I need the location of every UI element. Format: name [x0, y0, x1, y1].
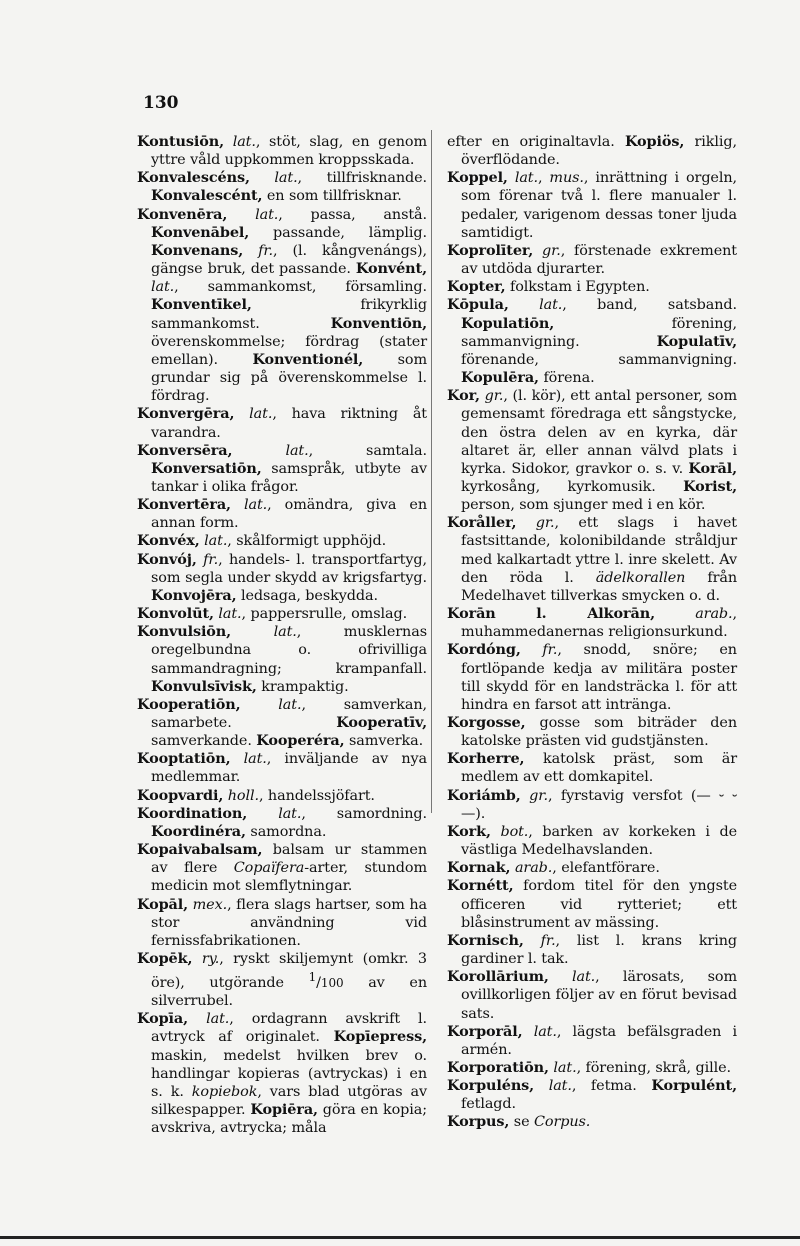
dictionary-entry: Korpuléns, lat., fetma. Korpulént, fetlagd.	[447, 1077, 737, 1113]
dictionary-entry: Korporāl, lat., lägsta befälsgraden i armén.	[447, 1022, 737, 1058]
left-column	[137, 133, 427, 1137]
dictionary-entry: Kornétt, fordom titel för den yngste officeren vid rytteriet; ett blåsinstrument av mässing.	[447, 877, 737, 931]
column-divider	[431, 130, 432, 813]
dictionary-entry: Kornisch, fr., list l. krans kring gardiner l. tak.	[447, 931, 737, 968]
dictionary-entry: Korān l. Alkorān, arab., muhammedanernas religionsurkund.	[447, 605, 737, 641]
dictionary-entry: Konvenēra, lat., passa, anstå. Konvenābel, passande, lämplig. Konvenans, fr., (l. kångvenángs), gängse bruk, det passande. Konvént, lat., sammankomst, församling. Konventīkel, frikyrklig sammankomst. Konventiōn, överenskommelse; fördrag (stater emellan). Konventionél, som grundar sig på överenskommelse l. fördrag.	[137, 205, 427, 405]
dictionary-entry: Koordination, lat., samordning. Koordinéra, samordna.	[137, 804, 427, 840]
dictionary-entry: Koppel, lat., mus., inrättning i orgeln, som förenar två l. flere manualer l. pedaler, varigenom dessas toner ljuda samtidigt.	[447, 169, 737, 241]
dictionary-entry: Kornak, arab., elefantförare.	[447, 859, 660, 877]
dictionary-entry: Kork, bot., barken av korkeken i de västliga Medelhavslanden.	[447, 822, 737, 859]
dictionary-entry: Kopēk, ry., ryskt skiljemynt (omkr. 3 öre), utgörande $^1$/100 av en silverrubel.	[137, 950, 427, 1010]
dictionary-entry: Kontusiōn, lat., stöt, slag, en genom yttre våld uppkommen kroppsskada.	[137, 133, 427, 169]
dictionary-entry: Kopāl, mex., flera slags hartser, som ha stor användning vid fernissfabrikationen.	[137, 895, 427, 949]
dictionary-entry: Korpus, se Corpus.	[447, 1113, 591, 1131]
dictionary-entry: Konvertēra, lat., omändra, giva en annan form.	[137, 496, 427, 532]
dictionary-entry: efter en originaltavla. Kopiös, riklig, överflödande.	[447, 133, 738, 169]
dictionary-entry: Konvéx, lat., skålformigt upphöjd.	[137, 532, 387, 550]
page-number: 130	[143, 93, 179, 113]
dictionary-entry: Kopaivabalsam, balsam ur stammen av flere Copaïfera-arter, stundom medicin mot slemflytningar.	[137, 841, 427, 895]
dictionary-entry: Korherre, katolsk präst, som är medlem av ett domkapitel.	[447, 750, 737, 786]
dictionary-entry: Kopter, folkstam i Egypten.	[447, 278, 650, 296]
dictionary-entry: Kopīa, lat., ordagrann avskrift l. avtryck af originalet. Kopīepress, maskin, medelst hvilken brev o. handlingar kopieras (avtryckas) i en s. k. kopiebok, vars blad utgöras av silkespapper. Kopiēra, göra en kopia; avskriva, avtrycka; måla	[137, 1010, 428, 1137]
dictionary-entry: Koråller, gr., ett slags i havet fastsittande, kolonibildande stråldjur med kalkartadt yttre l. inre skelett. Av den röda l. ädelkorallen från Medelhavet tillverkas smycken o. d.	[447, 514, 737, 604]
dictionary-entry: Koopvardi, holl., handelssjöfart.	[137, 786, 375, 804]
dictionary-entry: Koriámb, gr., fyrstavig versfot (— ⏑ ⏑ —).	[447, 786, 737, 822]
dictionary-entry: Korollārium, lat., lärosats, som ovillkorligen följer av en förut bevisad sats.	[447, 968, 737, 1022]
dictionary-entry: Konversēra, lat., samtala. Konversatiōn, samspråk, utbyte av tankar i olika frågor.	[137, 441, 427, 495]
dictionary-entry: Konvergēra, lat., hava riktning åt varandra.	[137, 405, 427, 441]
dictionary-entry: Kor, gr., (l. kör), ett antal personer, som gemensamt föredraga ett sångstycke, den östra delen av en kyrka, där altaret är, eller annan välvd plats i kyrka. Sidokor, gravkor o. s. v. Korāl, kyrkosång, kyrkomusik. Korist, person, som sjunger med i en kör.	[447, 387, 737, 514]
dictionary-entry: Korgosse, gosse som biträder den katolske prästen vid gudstjänsten.	[447, 714, 737, 750]
dictionary-entry: Kooperatiōn, lat., samverkan, samarbete. Kooperatīv, samverkande. Kooperéra, samverka.	[137, 695, 427, 750]
dictionary-entry: Konvolūt, lat., pappersrulle, omslag.	[137, 605, 408, 623]
bottom-rule	[0, 1236, 800, 1239]
right-column	[447, 133, 737, 1132]
dictionary-entry: Koprolīter, gr., förstenade exkrement av utdöda djurarter.	[447, 241, 737, 278]
dictionary-entry: Kordóng, fr., snodd, snöre; en fortlöpande kedja av militära poster till skydd för en landsträcka l. för att hindra en farsot att intränga.	[447, 641, 737, 713]
dictionary-entry: Korporatiōn, lat., förening, skrå, gille.	[447, 1058, 732, 1076]
dictionary-entry: Kooptatiōn, lat., inväljande av nya medlemmar.	[137, 750, 427, 786]
dictionary-entry: Konvój, fr., handels- l. transportfartyg, som segla under skydd av krigsfartyg. Konvojēra, ledsaga, beskydda.	[137, 550, 427, 604]
dictionary-entry: Konvalescéns, lat., tillfrisknande. Konvalescént, en som tillfrisknar.	[137, 169, 427, 205]
dictionary-entry: Konvulsiōn, lat., musklernas oregelbundna o. ofrivilliga sammandragning; krampanfall. Konvulsīvisk, krampaktig.	[137, 623, 427, 695]
dictionary-entry: Kōpula, lat., band, satsband. Kopulatiōn, förening, sammanvigning. Kopulatīv, förenande, sammanvigning. Kopulēra, förena.	[447, 296, 737, 387]
